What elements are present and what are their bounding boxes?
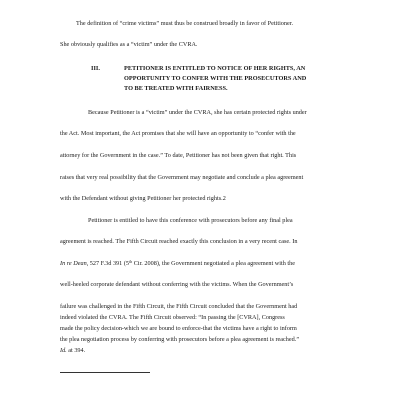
case-citation-line — [60, 260, 295, 267]
case-name: In re Dean — [60, 260, 87, 267]
body-line: Because Petitioner is a “victim” under the CVRA, she has certain protected rights under — [88, 109, 307, 116]
body-line: She obviously qualifies as a “victim” under the CVRA. — [60, 41, 198, 48]
ordinal-superscript: th — [129, 259, 133, 264]
pin-cite-text: at 394. — [66, 347, 86, 354]
section-heading-line: PETITIONER IS ENTITLED TO NOTICE OF HER RIGHTS, AN — [124, 65, 306, 72]
body-line: The definition of “crime victims” must thus be construed broadly in favor of Petitioner. — [76, 20, 294, 27]
body-line: Petitioner is entitled to have this conference with prosecutors before any final plea — [88, 217, 293, 224]
body-line: made the policy decision-which we are bound to enforce-that the victims have a right to inform — [60, 325, 297, 332]
body-line: raises that very real possibility that the Government may negotiate and conclude a plea agreement — [60, 174, 304, 181]
section-heading-line: TO BE TREATED WITH FAIRNESS. — [124, 85, 228, 92]
pin-cite-line — [60, 347, 85, 354]
body-line: well-heeled corporate defendant without conferring with the victims. When the Government’s — [60, 281, 294, 288]
body-line: indeed violated the CVRA. The Fifth Circuit observed: “In passing the [CVRA], Congress — [60, 314, 285, 321]
body-line: the plea negotiation process by conferring with prosecutors before a plea agreement is reached.” — [60, 336, 300, 343]
body-line: attorney for the Government in the case.” To date, Petitioner has not been given that right. This — [60, 152, 297, 159]
citation-text-end: Cir. 2008), the Government negotiated a plea agreement with the — [132, 260, 295, 267]
body-line: with the Defendant without giving Petitioner her protected rights.2 — [60, 195, 226, 202]
body-line: failure was challenged in the Fifth Circuit, the Fifth Circuit concluded that the Government had — [60, 303, 298, 310]
section-heading-line: OPPORTUNITY TO CONFER WITH THE PROSECUTORS AND — [124, 75, 307, 82]
footnote-separator — [60, 372, 150, 373]
id-signal: Id. — [60, 347, 67, 354]
citation-text: , 527 F.3d 391 (5 — [86, 260, 129, 267]
section-number: III. — [91, 65, 100, 72]
body-line: agreement is reached. The Fifth Circuit reached exactly this conclusion in a very recent case. In — [60, 238, 298, 245]
body-line: the Act. Most important, the Act promises that she will have an opportunity to “confer with the — [60, 130, 296, 137]
